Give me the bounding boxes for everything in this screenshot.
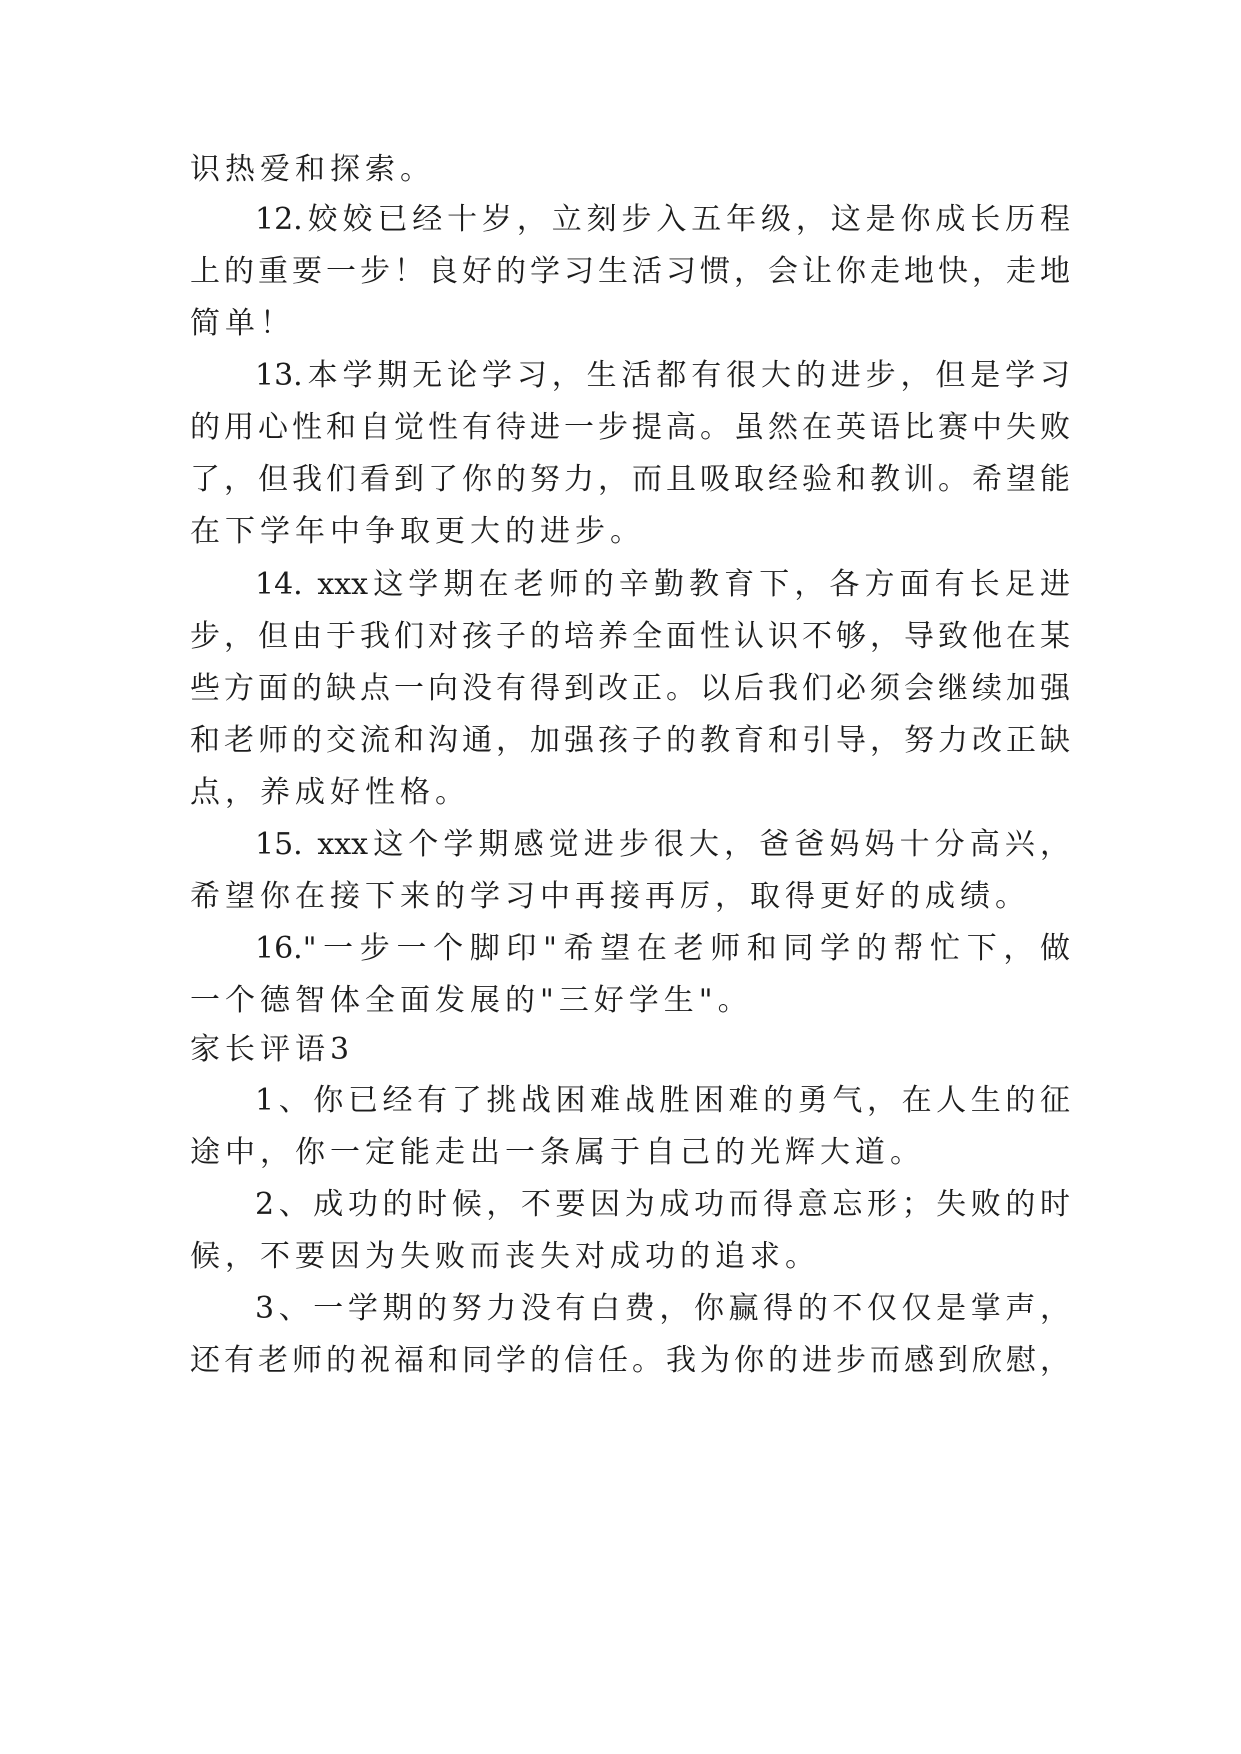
text-line: 2、成功的时候，不要因为成功而得意忘形；失败的时 (255, 1187, 1070, 1222)
text-line: 3、一学期的努力没有白费，你赢得的不仅仅是掌声， (255, 1291, 1070, 1326)
text-line: 13.本学期无论学习，生活都有很大的进步，但是学习 (255, 358, 1070, 393)
text-line: 简单！ (190, 306, 295, 341)
text-line: 的用心性和自觉性有待进一步提高。虽然在英语比赛中失败 (190, 410, 1070, 445)
text-line: 15. xxx这个学期感觉进步很大，爸爸妈妈十分高兴， (255, 827, 1070, 862)
text-line: 步，但由于我们对孩子的培养全面性认识不够，导致他在某 (190, 619, 1070, 654)
text-line: 识热爱和探索。 (190, 152, 435, 187)
text-line: 还有老师的祝福和同学的信任。我为你的进步而感到欣慰， (190, 1343, 1070, 1378)
text-line: 14. xxx这学期在老师的辛勤教育下，各方面有长足进 (255, 567, 1070, 602)
text-line: 16."一步一个脚印"希望在老师和同学的帮忙下，做 (255, 931, 1070, 966)
text-line: 些方面的缺点一向没有得到改正。以后我们必须会继续加强 (190, 671, 1070, 706)
text-line: 候，不要因为失败而丧失对成功的追求。 (190, 1239, 820, 1274)
section-heading: 家长评语3 (190, 1032, 355, 1067)
text-line: 1、你已经有了挑战困难战胜困难的勇气，在人生的征 (255, 1083, 1070, 1118)
text-line: 和老师的交流和沟通，加强孩子的教育和引导，努力改正缺 (190, 723, 1070, 758)
text-line: 希望你在接下来的学习中再接再厉，取得更好的成绩。 (190, 879, 1030, 914)
text-line: 上的重要一步！良好的学习生活习惯，会让你走地快，走地 (190, 254, 1070, 289)
text-line: 途中，你一定能走出一条属于自己的光辉大道。 (190, 1135, 925, 1170)
text-line: 点，养成好性格。 (190, 775, 470, 810)
text-line: 12.姣姣已经十岁，立刻步入五年级，这是你成长历程 (255, 202, 1070, 237)
text-line: 了，但我们看到了你的努力，而且吸取经验和教训。希望能 (190, 462, 1070, 497)
text-line: 一个德智体全面发展的"三好学生"。 (190, 983, 753, 1018)
text-line: 在下学年中争取更大的进步。 (190, 514, 645, 549)
